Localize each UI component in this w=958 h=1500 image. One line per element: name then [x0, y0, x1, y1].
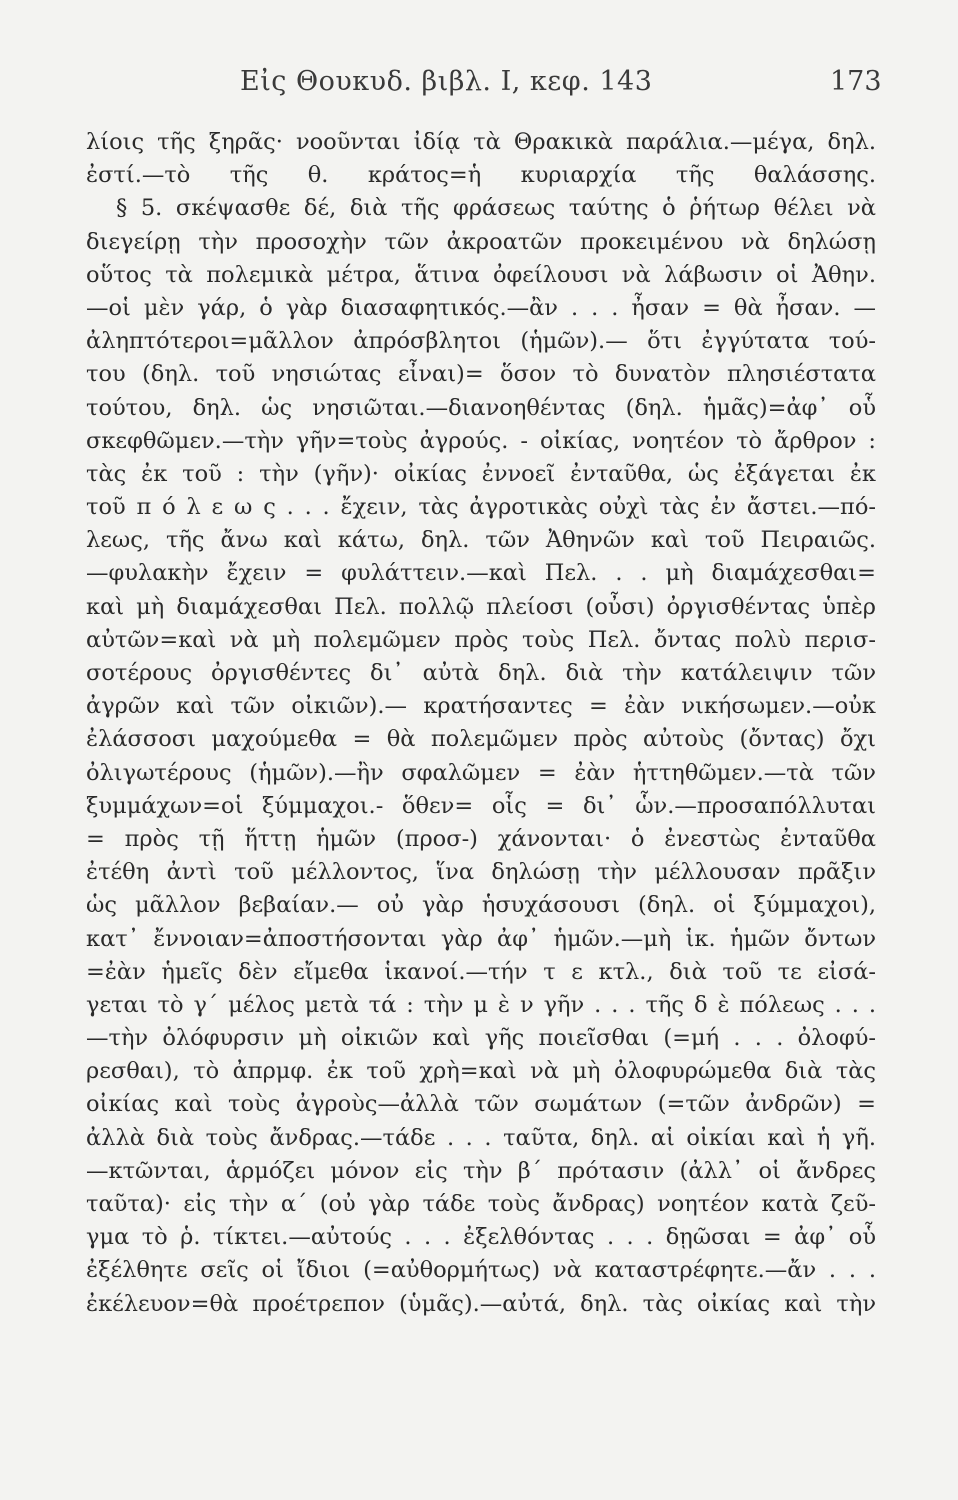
text-line: ἐκέλευον=θὰ προέτρεπον (ὑμᾶς).—αὐτά, δηλ. τὰς οἰκίας καὶ τὴν	[86, 1290, 876, 1317]
text-line: —φυλακὴν ἔχειν = φυλάττειν.—καὶ Πελ. . . μὴ διαμάχεσθαι=	[86, 560, 876, 587]
text-line: =ἐὰν ἡμεῖς δὲν εἴμεθα ἱκανοί.—τήν τ ε κτλ., διὰ τοῦ τε εἰσά-	[86, 958, 876, 985]
text-line: γεται τὸ γ´ μέλος μετὰ τά : τὴν μ ὲ ν γῆν . . . τῆς δ ὲ πόλεως . . .	[86, 991, 876, 1018]
text-line: ὡς μᾶλλον βεβαίαν.— οὐ γὰρ ἡσυχάσουσι (δηλ. οἱ ξύμμαχοι),	[86, 892, 876, 919]
text-line: § 5. σκέψασθε δέ, διὰ τῆς φράσεως ταύτης ὁ ῥήτωρ θέλει νὰ	[116, 195, 876, 222]
text-line: τὰς ἐκ τοῦ : τὴν (γῆν)· οἰκίας ἐννοεῖ ἐνταῦθα, ὡς ἐξάγεται ἐκ	[86, 460, 876, 487]
text-line: ρεσθαι), τὸ ἀπρμφ. ἐκ τοῦ χρὴ=καὶ νὰ μὴ ὀλοφυρώμεθα διὰ τὰς	[86, 1058, 876, 1085]
text-line: ξυμμάχων=οἱ ξύμμαχοι.- ὅθεν= οἷς = δι᾽ ὧν.—προσαπόλλυται	[86, 792, 876, 819]
text-line: —τὴν ὀλόφυρσιν μὴ οἰκιῶν καὶ γῆς ποιεῖσθαι (=μή . . . ὀλοφύ-	[86, 1025, 876, 1052]
text-line: κατ᾽ ἔννοιαν=ἀποστήσονται γὰρ ἀφ᾽ ἡμῶν.—μὴ ἱκ. ἡμῶν ὄντων	[86, 925, 876, 952]
text-line: ἀληπτότεροι=μᾶλλον ἀπρόσβλητοι (ἡμῶν).— ὅτι ἐγγύτατα τού-	[86, 328, 876, 355]
text-line: ἀλλὰ διὰ τοὺς ἄνδρας.—τάδε . . . ταῦτα, δηλ. αἱ οἰκίαι καὶ ἡ γῆ.	[86, 1124, 876, 1151]
text-line: του (δηλ. τοῦ νησιώτας εἶναι)= ὅσον τὸ δυνατὸν πλησιέστατα	[86, 361, 876, 388]
text-line: τοῦ π ό λ ε ω ς . . . ἔχειν, τὰς ἀγροτικὰς οὐχὶ τὰς ἐν ἄστει.—πό-	[86, 494, 876, 521]
page-number: 173	[830, 66, 882, 97]
running-title: Εἰς Θουκυδ. βιβλ. I, κεφ. 143	[240, 66, 653, 97]
text-line: ἀγρῶν καὶ τῶν οἰκιῶν).— κρατήσαντες = ἐὰν νικήσωμεν.—οὐκ	[86, 693, 876, 720]
text-line: τούτου, δηλ. ὡς νησιῶται.—διανοηθέντας (δηλ. ἡμᾶς)=ἀφ᾽ οὗ	[86, 394, 876, 421]
text-line: σκεφθῶμεν.—τὴν γῆν=τοὺς ἀγρούς. - οἰκίας, νοητέον τὸ ἄρθρον :	[86, 427, 876, 454]
text-line: οὕτος τὰ πολεμικὰ μέτρα, ἅτινα ὀφείλουσι νὰ λάβωσιν οἱ Ἀθην.	[86, 261, 876, 288]
text-line: σοτέρους ὀργισθέντες δι᾽ αὐτὰ δηλ. διὰ τὴν κατάλειψιν τῶν	[86, 660, 876, 686]
text-line: ἐστί.—τὸ τῆς θ. κράτος=ἡ κυριαρχία τῆς θαλάσσης.	[86, 162, 876, 189]
text-line: γμα τὸ ῥ. τίκτει.—αὐτούς . . . ἐξελθόντας . . . δῃῶσαι = ἀφ᾽ οὗ	[86, 1224, 876, 1251]
text-line: ἐξέλθητε σεῖς οἱ ἴδιοι (=αὐθορμήτως) νὰ καταστρέφητε.—ἄν . . .	[86, 1257, 876, 1284]
text-line: ταῦτα)· εἰς τὴν α´ (οὐ γὰρ τάδε τοὺς ἄνδρας) νοητέον κατὰ ζεῦ-	[86, 1191, 876, 1217]
text-line: διεγείρῃ τὴν προσοχὴν τῶν ἀκροατῶν προκειμένου νὰ δηλώσῃ	[86, 228, 876, 255]
text-line: λεως, τῆς ἄνω καὶ κάτω, δηλ. τῶν Ἀθηνῶν καὶ τοῦ Πειραιῶς.	[86, 527, 876, 554]
text-line: αὐτῶν=καὶ νὰ μὴ πολεμῶμεν πρὸς τοὺς Πελ. ὄντας πολὺ περισ-	[86, 626, 876, 653]
text-line: λίοις τῆς ξηρᾶς· νοοῦνται ἰδίᾳ τὰ Θρακικὰ παράλια.—μέγα, δηλ.	[86, 129, 876, 155]
text-line: ἐλάσσοσι μαχούμεθα = θὰ πολεμῶμεν πρὸς αὐτοὺς (ὄντας) ὄχι	[86, 726, 876, 753]
text-line: ἐτέθη ἀντὶ τοῦ μέλλοντος, ἵνα δηλώσῃ τὴν μέλλουσαν πρᾶξιν	[86, 859, 876, 886]
text-line: —κτῶνται, ἁρμόζει μόνον εἰς τὴν β´ πρότασιν (ἀλλ᾽ οἱ ἄνδρες	[86, 1157, 876, 1184]
text-line: —οἱ μὲν γάρ, ὁ γὰρ διασαφητικός.—ἂν . . . ἦσαν = θὰ ἦσαν. —	[86, 294, 876, 321]
text-line: = πρὸς τῇ ἥττῃ ἡμῶν (προσ-) χάνονται· ὁ ἐνεστὼς ἐνταῦθα	[86, 825, 876, 852]
text-line: οἰκίας καὶ τοὺς ἀγροὺς—ἀλλὰ τῶν σωμάτων (=τῶν ἀνδρῶν) =	[86, 1091, 876, 1118]
text-line: καὶ μὴ διαμάχεσθαι Πελ. πολλῷ πλείοσι (οὖσι) ὀργισθέντας ὑπὲρ	[86, 593, 876, 620]
commentary-text	[86, 126, 876, 1321]
text-line: ὀλιγωτέρους (ἡμῶν).—ἢν σφαλῶμεν = ἐὰν ἡττηθῶμεν.—τὰ τῶν	[86, 759, 876, 786]
